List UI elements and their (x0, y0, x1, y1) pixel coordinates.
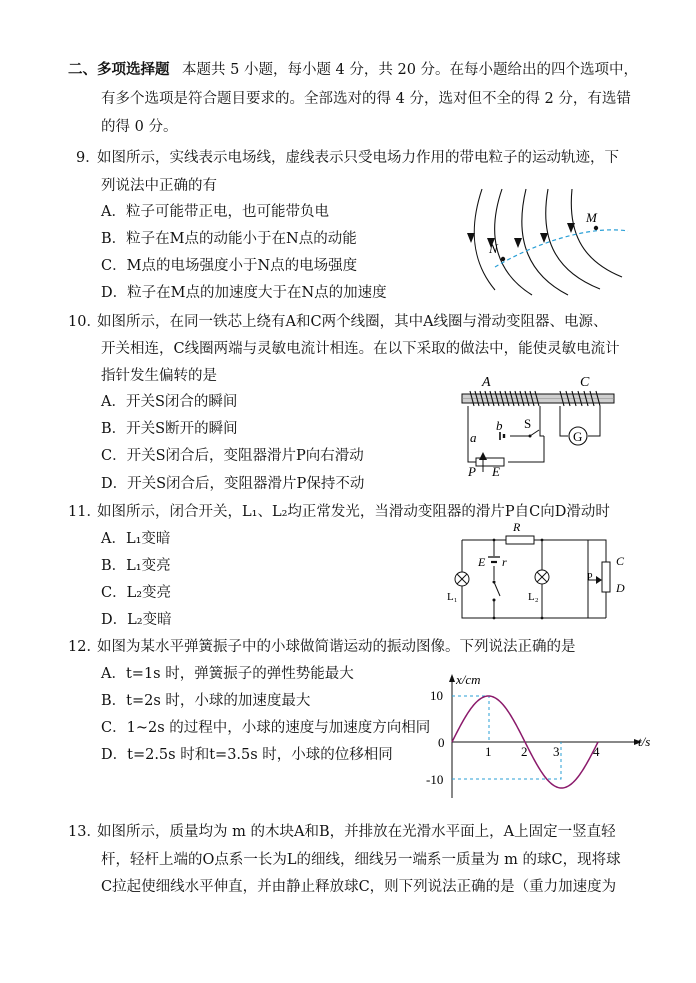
terminal-c-label: C (616, 554, 625, 568)
x-tick-2: 2 (521, 744, 528, 759)
field-line-4 (546, 189, 600, 289)
q10-option-c[interactable]: C．开关S闭合后，变阻器滑片P向右滑动 (101, 448, 364, 464)
field-line-5 (571, 189, 622, 277)
q11-number: 11． (68, 504, 101, 520)
q10-option-a[interactable]: A．开关S闭合的瞬间 (101, 394, 238, 410)
x-tick-3: 3 (553, 744, 560, 759)
q9-stem-line1: 如图所示，实线表示电场线，虚线表示只受电场力作用的带电粒子的运动轨迹，下 (97, 150, 619, 166)
point-n-dot (501, 257, 505, 261)
lamp-l1-label: L₁ (447, 591, 458, 603)
q11-stem: 如图所示，闭合开关，L₁、L₂均正常发光，当滑动变阻器的滑片P自C向D滑动时 (97, 504, 610, 520)
q9-stem-line2: 列说法中正确的有 (101, 178, 217, 194)
switch-s-label: S (524, 416, 532, 431)
q11-option-d[interactable]: D．L₂变暗 (101, 612, 172, 628)
slider-p-label: P (468, 464, 476, 479)
q13-line2: 杆，轻杆上端的O点系一长为L的细线，细线另一端系一质量为 m 的球C，现将球 (101, 852, 621, 868)
section-intro-line1: 本题共 5 小题，每小题 4 分，共 20 分。在每小题给出的四个选项中， (182, 62, 639, 78)
q11-lamp-circuit-figure (446, 522, 632, 630)
q10-coil-circuit-figure (460, 372, 620, 480)
terminal-b-label: b (496, 418, 503, 433)
resistor-r-label: R (513, 520, 521, 534)
particle-trajectory (495, 230, 628, 267)
point-n-label: N (489, 241, 498, 256)
q11-option-c[interactable]: C．L₂变亮 (101, 585, 172, 601)
q9-option-d[interactable]: D．粒子在M点的加速度大于在N点的加速度 (101, 285, 387, 301)
x-tick-1: 1 (485, 744, 492, 759)
q12-vibration-graph (418, 670, 658, 805)
point-m-label: M (586, 210, 597, 225)
internal-r-label: r (502, 555, 507, 569)
y-tick-10: 10 (430, 688, 443, 703)
q12-option-c[interactable]: C．1~2s 的过程中，小球的速度与加速度方向相同 (101, 720, 431, 736)
q9-number: 9． (76, 150, 100, 166)
point-m-dot (594, 226, 598, 230)
q13-line3: C拉起使细线水平伸直，并由静止释放球C，则下列说法正确的是（重力加速度为 (101, 879, 617, 895)
terminal-a-label: a (470, 430, 477, 445)
coil-a-label: A (482, 375, 491, 390)
q10-option-b[interactable]: B．开关S断开的瞬间 (101, 421, 238, 437)
source-e-label: E (492, 464, 500, 479)
field-line-3 (522, 189, 568, 295)
q13-line1: 如图所示，质量均为 m 的木块A和B，并排放在光滑水平面上，A上固定一竖直轻 (97, 824, 616, 840)
y-tick-minus10: -10 (426, 772, 444, 787)
resistor-r (506, 536, 534, 544)
q12-stem: 如图为某水平弹簧振子中的小球做简谐运动的振动图像。下列说法正确的是 (97, 639, 576, 655)
y-axis-label: x/cm (456, 672, 481, 687)
lamp-l1-icon (455, 572, 469, 586)
galvanometer-label: G (573, 429, 583, 444)
lamp-l2-icon (535, 570, 549, 584)
y-tick-0: 0 (438, 735, 445, 750)
source-e-label: E (478, 555, 486, 569)
q12-option-d[interactable]: D．t=2.5s 时和t=3.5s 时，小球的位移相同 (101, 747, 393, 763)
section-heading: 二、多项选择题 (68, 61, 170, 78)
q10-stem-line2: 开关相连，C线圈两端与灵敏电流计相连。在以下采取的做法中，能使灵敏电流计 (101, 341, 620, 357)
lamp-l2-label: L₂ (528, 591, 539, 603)
q13-number: 13． (68, 824, 101, 840)
field-line-2 (495, 189, 532, 295)
guide-peak (452, 696, 489, 742)
q12-number: 12． (68, 639, 101, 655)
q10-stem-line3: 指针发生偏转的是 (101, 368, 217, 384)
section-intro-line3: 的得 0 分。 (101, 119, 178, 135)
coil-c-label: C (580, 375, 590, 390)
q11-option-a[interactable]: A．L₁变暗 (101, 531, 171, 547)
q12-option-a[interactable]: A．t=1s 时，弹簧振子的弹性势能最大 (101, 666, 354, 682)
rheostat (602, 562, 610, 592)
q11-option-b[interactable]: B．L₁变亮 (101, 558, 171, 574)
guide-trough (452, 742, 561, 779)
x-tick-4: 4 (593, 744, 600, 759)
terminal-d-label: D (616, 581, 625, 595)
q12-option-b[interactable]: B．t=2s 时，小球的加速度最大 (101, 693, 311, 709)
x-axis-label: t/s (638, 734, 651, 749)
q10-stem-line1: 如图所示，在同一铁芯上绕有A和C两个线圈，其中A线圈与滑动变阻器、电源、 (97, 314, 608, 330)
section-intro-line2: 有多个选项是符合题目要求的。全部选对的得 4 分，选对但不全的得 2 分，有选错 (101, 91, 631, 107)
q10-option-d[interactable]: D．开关S闭合后，变阻器滑片P保持不动 (101, 476, 365, 492)
q9-option-b[interactable]: B．粒子在M点的动能小于在N点的动能 (101, 231, 357, 247)
q9-option-a[interactable]: A．粒子可能带正电，也可能带负电 (101, 204, 329, 220)
q9-option-c[interactable]: C．M点的电场强度小于N点的电场强度 (101, 258, 358, 274)
slider-p-label: P (587, 572, 593, 583)
q9-field-line-figure (440, 185, 630, 300)
slider-p-arrow (479, 452, 487, 460)
q10-number: 10． (68, 314, 101, 330)
